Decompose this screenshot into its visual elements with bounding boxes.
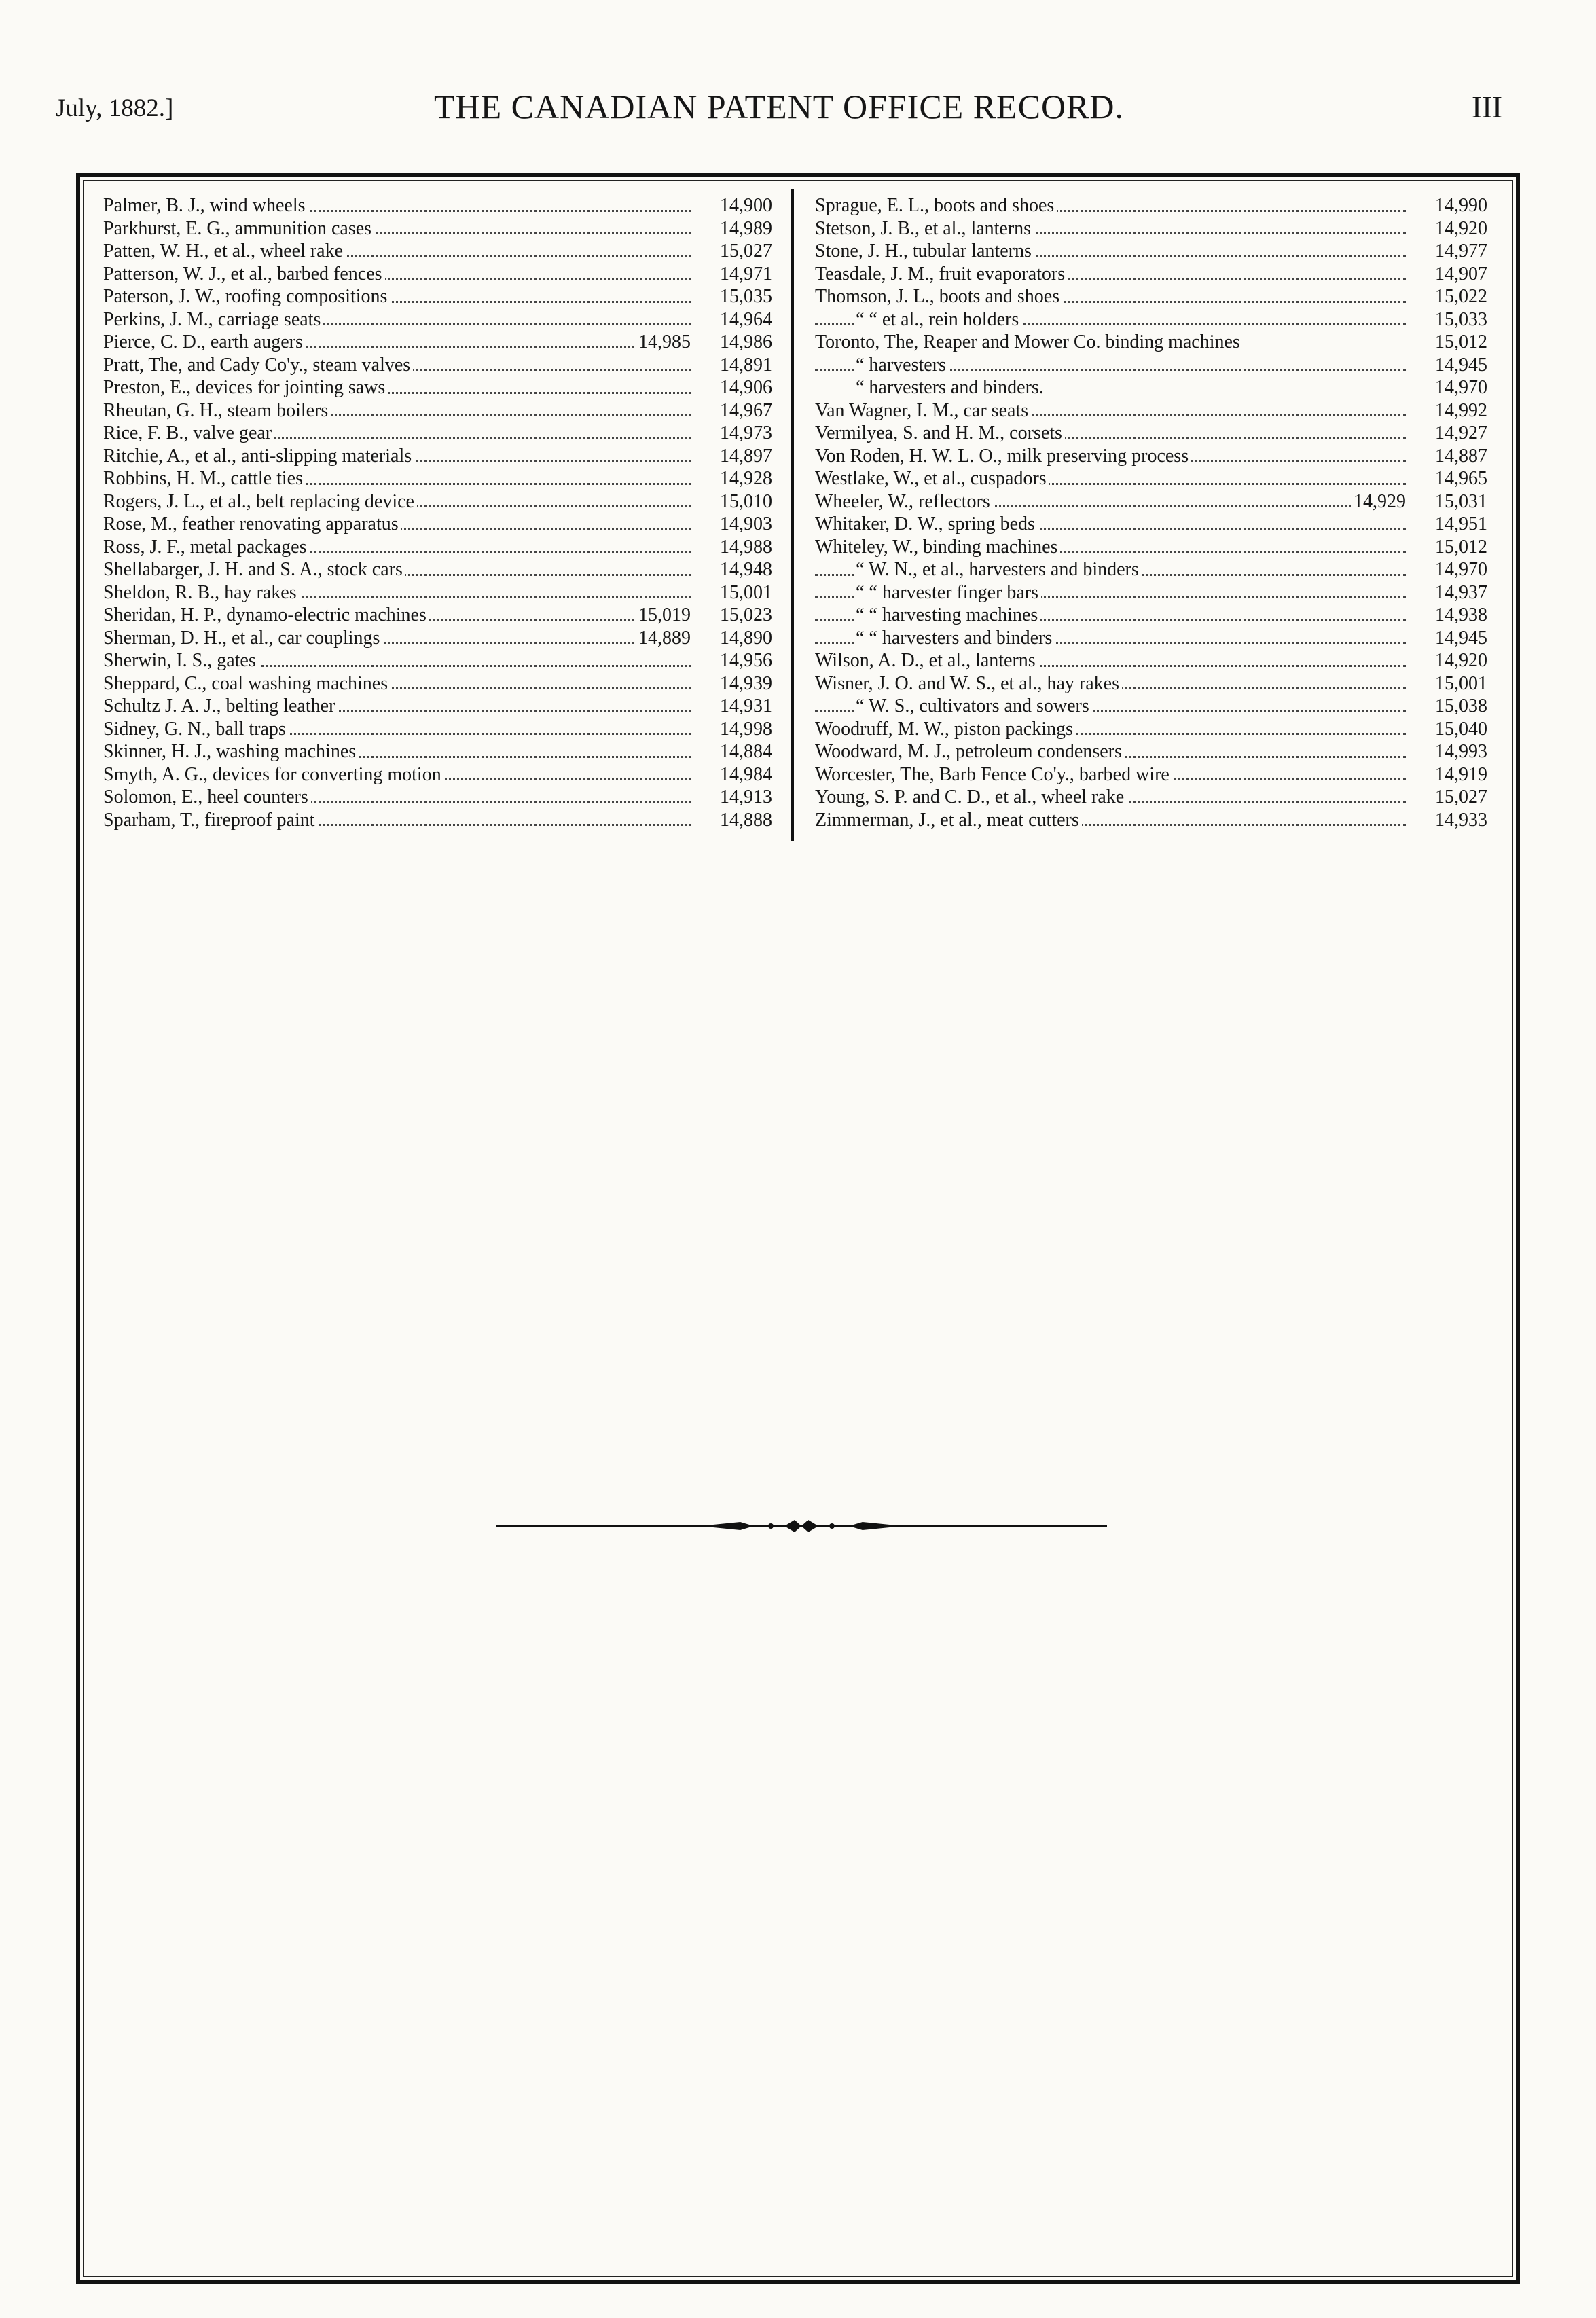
- entry-name: Sparham, T., fireproof paint: [103, 809, 318, 832]
- entry-patent-number: 14,937: [1435, 581, 1487, 603]
- entry-patent-number: 14,933: [1435, 809, 1487, 831]
- entry-patent-number: 14,986: [720, 331, 772, 352]
- entry-patent-number: 14,971: [720, 263, 772, 285]
- entry-name: Thomson, J. L., boots and shoes: [815, 285, 1062, 308]
- entry-name: Stone, J. H., tubular lanterns: [815, 240, 1034, 263]
- index-entry: [815, 718, 1487, 741]
- entry-patent-number: 14,970: [1435, 377, 1487, 398]
- entry-inline-patent-number: 14,985: [636, 331, 691, 354]
- index-entry: [103, 558, 772, 581]
- index-entry: [815, 467, 1487, 490]
- index-entry: [815, 513, 1487, 536]
- entry-patent-number: 14,967: [720, 399, 772, 421]
- issue-date: July, 1882.]: [56, 94, 174, 122]
- entry-patent-number: 14,903: [720, 513, 772, 535]
- index-entry: [815, 422, 1487, 445]
- entry-patent-number: 14,884: [720, 741, 772, 762]
- entry-name: Robbins, H. M., cattle ties: [103, 467, 306, 490]
- entry-patent-number: 14,900: [720, 195, 772, 216]
- entry-name: Sheridan, H. P., dynamo-electric machines: [103, 604, 429, 627]
- entry-name: Teasdale, J. M., fruit evaporators: [815, 263, 1068, 286]
- entry-name: Van Wagner, I. M., car seats: [815, 399, 1031, 422]
- entry-name: Rogers, J. L., et al., belt replacing device: [103, 490, 417, 513]
- index-entry: [815, 695, 1487, 718]
- index-entry: [815, 240, 1487, 263]
- entry-patent-number: 14,920: [1435, 650, 1487, 671]
- index-entry: [815, 649, 1487, 672]
- column-divider: [791, 189, 794, 841]
- index-entry: [103, 581, 772, 604]
- entry-name: Whiteley, W., binding machines: [815, 536, 1060, 559]
- index-entry: [103, 354, 772, 377]
- index-entry: [103, 263, 772, 286]
- entry-name: Whitaker, D. W., spring beds: [815, 513, 1038, 536]
- entry-patent-number: 14,887: [1435, 445, 1487, 467]
- index-column-right: [815, 194, 1487, 831]
- entry-name: Parkhurst, E. G., ammunition cases: [103, 217, 374, 240]
- index-entry: [103, 513, 772, 536]
- index-entry: [815, 263, 1487, 286]
- entry-name: Palmer, B. J., wind wheels: [103, 194, 308, 217]
- entry-name: Smyth, A. G., devices for converting motion: [103, 763, 444, 786]
- entry-patent-number: 14,888: [720, 809, 772, 831]
- entry-name: Shellabarger, J. H. and S. A., stock cars: [103, 558, 405, 581]
- index-entry: [103, 467, 772, 490]
- index-entry: [103, 194, 772, 217]
- entry-patent-number: 14,992: [1435, 399, 1487, 421]
- page-number: III: [1472, 90, 1502, 124]
- entry-patent-number: 14,956: [720, 650, 772, 671]
- entry-patent-number: 15,031: [1435, 490, 1487, 512]
- index-entry: [103, 308, 772, 331]
- index-entry: [815, 763, 1487, 786]
- entry-name: Sidney, G. N., ball traps: [103, 718, 289, 741]
- index-entry: [815, 354, 1487, 377]
- entry-name: Toronto, The, Reaper and Mower Co. binding machines: [815, 331, 1243, 354]
- index-entry: [103, 285, 772, 308]
- index-entry: [103, 763, 772, 786]
- entry-name: Ross, J. F., metal packages: [103, 536, 310, 559]
- entry-patent-number: 14,931: [720, 695, 772, 717]
- entry-patent-number: 14,973: [720, 422, 772, 443]
- entry-patent-number: 15,010: [720, 490, 772, 512]
- index-entry: [815, 809, 1487, 832]
- entry-name: Wisner, J. O. and W. S., et al., hay rakes: [815, 672, 1122, 695]
- entry-patent-number: 14,993: [1435, 741, 1487, 762]
- index-entry: [815, 217, 1487, 240]
- entry-patent-number: 14,891: [720, 354, 772, 376]
- index-entry: [815, 490, 1487, 513]
- entry-patent-number: 14,965: [1435, 468, 1487, 489]
- entry-patent-number: 15,033: [1435, 308, 1487, 330]
- index-entry: [815, 376, 1487, 399]
- entry-name: Zimmerman, J., et al., meat cutters: [815, 809, 1082, 832]
- index-entry: [815, 308, 1487, 331]
- index-entry: [103, 399, 772, 422]
- entry-patent-number: 15,001: [1435, 672, 1487, 694]
- page-header: [56, 82, 1502, 136]
- entry-name: Schultz J. A. J., belting leather: [103, 695, 338, 718]
- entry-patent-number: 14,948: [720, 559, 772, 580]
- index-entry: [103, 672, 772, 695]
- entry-patent-number: 14,977: [1435, 240, 1487, 261]
- entry-patent-number: 14,928: [720, 468, 772, 489]
- index-entry: [815, 672, 1487, 695]
- entry-inline-patent-number: 14,889: [636, 627, 691, 650]
- index-entry: [815, 194, 1487, 217]
- entry-patent-number: 15,012: [1435, 536, 1487, 558]
- entry-name: Solomon, E., heel counters: [103, 786, 311, 809]
- index-entry: [103, 695, 772, 718]
- entry-patent-number: 14,927: [1435, 422, 1487, 443]
- entry-patent-number: 14,988: [720, 536, 772, 558]
- entry-patent-number: 14,939: [720, 672, 772, 694]
- entry-patent-number: 14,998: [720, 718, 772, 740]
- entry-patent-number: 14,920: [1435, 217, 1487, 239]
- entry-name: Paterson, J. W., roofing compositions: [103, 285, 390, 308]
- entry-patent-number: 15,023: [720, 604, 772, 626]
- entry-name: “ “ harvester finger bars: [856, 581, 1041, 604]
- entry-patent-number: 15,040: [1435, 718, 1487, 740]
- index-entry: [103, 217, 772, 240]
- entry-name: Vermilyea, S. and H. M., corsets: [815, 422, 1065, 445]
- entry-name: Sherwin, I. S., gates: [103, 649, 259, 672]
- entry-name: “ “ et al., rein holders: [856, 308, 1021, 331]
- entry-name: “ “ harvesting machines: [856, 604, 1040, 627]
- entry-patent-number: 14,919: [1435, 763, 1487, 785]
- entry-name: Preston, E., devices for jointing saws: [103, 376, 388, 399]
- entry-name: “ harvesters: [856, 354, 949, 377]
- index-entry: [103, 740, 772, 763]
- entry-patent-number: 14,990: [1435, 195, 1487, 216]
- entry-name: Stetson, J. B., et al., lanterns: [815, 217, 1034, 240]
- entry-name: Sprague, E. L., boots and shoes: [815, 194, 1057, 217]
- entry-name: Pierce, C. D., earth augers: [103, 331, 306, 354]
- entry-patent-number: 14,907: [1435, 263, 1487, 285]
- index-entry: [815, 445, 1487, 468]
- entry-name: Rose, M., feather renovating apparatus: [103, 513, 401, 536]
- entry-patent-number: 14,970: [1435, 559, 1487, 580]
- entry-patent-number: 14,945: [1435, 354, 1487, 376]
- index-entry: [103, 490, 772, 513]
- entry-patent-number: 14,906: [720, 377, 772, 398]
- index-entry: [815, 558, 1487, 581]
- entry-patent-number: 15,001: [720, 581, 772, 603]
- entry-patent-number: 14,951: [1435, 513, 1487, 535]
- index-entry: [103, 331, 772, 354]
- entry-patent-number: 15,022: [1435, 286, 1487, 307]
- entry-name: Perkins, J. M., carriage seats: [103, 308, 323, 331]
- index-entry: [103, 445, 772, 468]
- entry-patent-number: 14,938: [1435, 604, 1487, 626]
- entry-name: Westlake, W., et al., cuspadors: [815, 467, 1049, 490]
- entry-name: Young, S. P. and C. D., et al., wheel rake: [815, 786, 1127, 809]
- entry-name: Woodruff, M. W., piston packings: [815, 718, 1076, 741]
- entry-name: Rheutan, G. H., steam boilers: [103, 399, 331, 422]
- entry-name: Worcester, The, Barb Fence Co'y., barbed wire: [815, 763, 1172, 786]
- entry-name: Pratt, The, and Cady Co'y., steam valves: [103, 354, 413, 377]
- index-entry: [815, 536, 1487, 559]
- entry-name: Ritchie, A., et al., anti-slipping materials: [103, 445, 414, 468]
- entry-name: “ W. N., et al., harvesters and binders: [856, 558, 1142, 581]
- entry-name: Sheppard, C., coal washing machines: [103, 672, 391, 695]
- entry-inline-patent-number: 14,929: [1351, 490, 1406, 513]
- entry-patent-number: 14,984: [720, 763, 772, 785]
- entry-patent-number: 14,945: [1435, 627, 1487, 649]
- entry-patent-number: 15,012: [1435, 331, 1487, 352]
- entry-name: “ harvesters and binders.: [856, 376, 1047, 399]
- entry-patent-number: 15,035: [720, 286, 772, 307]
- index-entry: [103, 536, 772, 559]
- index-entry: [103, 649, 772, 672]
- entry-patent-number: 14,897: [720, 445, 772, 467]
- entry-name: Von Roden, H. W. L. O., milk preserving process: [815, 445, 1191, 468]
- entry-patent-number: 15,027: [720, 240, 772, 261]
- entry-inline-patent-number: 15,019: [636, 604, 691, 627]
- entry-name: Skinner, H. J., washing machines: [103, 740, 359, 763]
- entry-patent-number: 15,038: [1435, 695, 1487, 717]
- entry-name: “ “ harvesters and binders: [856, 627, 1055, 650]
- entry-patent-number: 15,027: [1435, 786, 1487, 808]
- index-entry: [103, 240, 772, 263]
- index-entry: [103, 422, 772, 445]
- index-entry: [815, 399, 1487, 422]
- index-column-left: [103, 194, 772, 831]
- index-entry: [815, 581, 1487, 604]
- index-entry: [815, 604, 1487, 627]
- index-entry: [815, 740, 1487, 763]
- index-entry: [815, 786, 1487, 809]
- entry-patent-number: 14,964: [720, 308, 772, 330]
- index-entry: [103, 627, 772, 650]
- entry-patent-number: 14,890: [720, 627, 772, 649]
- index-entry: [815, 331, 1487, 354]
- index-entry: [103, 604, 772, 627]
- entry-name: Sheldon, R. B., hay rakes: [103, 581, 300, 604]
- entry-patent-number: 14,989: [720, 217, 772, 239]
- entry-name: Patterson, W. J., et al., barbed fences: [103, 263, 385, 286]
- index-entry: [103, 376, 772, 399]
- ornamental-rule: [496, 1516, 1107, 1536]
- entry-name: Rice, F. B., valve gear: [103, 422, 274, 445]
- index-entry: [103, 786, 772, 809]
- entry-name: “ W. S., cultivators and sowers: [856, 695, 1092, 718]
- entry-name: Sherman, D. H., et al., car couplings: [103, 627, 382, 650]
- entry-name: Woodward, M. J., petroleum condensers: [815, 740, 1125, 763]
- index-entry: [103, 809, 772, 832]
- publication-title: THE CANADIAN PATENT OFFICE RECORD.: [433, 88, 1125, 126]
- entry-name: Patten, W. H., et al., wheel rake: [103, 240, 346, 263]
- index-entry: [815, 627, 1487, 650]
- index-entry: [103, 718, 772, 741]
- entry-patent-number: 14,913: [720, 786, 772, 808]
- entry-name: Wilson, A. D., et al., lanterns: [815, 649, 1038, 672]
- entry-name: Wheeler, W., reflectors: [815, 490, 993, 513]
- index-entry: [815, 285, 1487, 308]
